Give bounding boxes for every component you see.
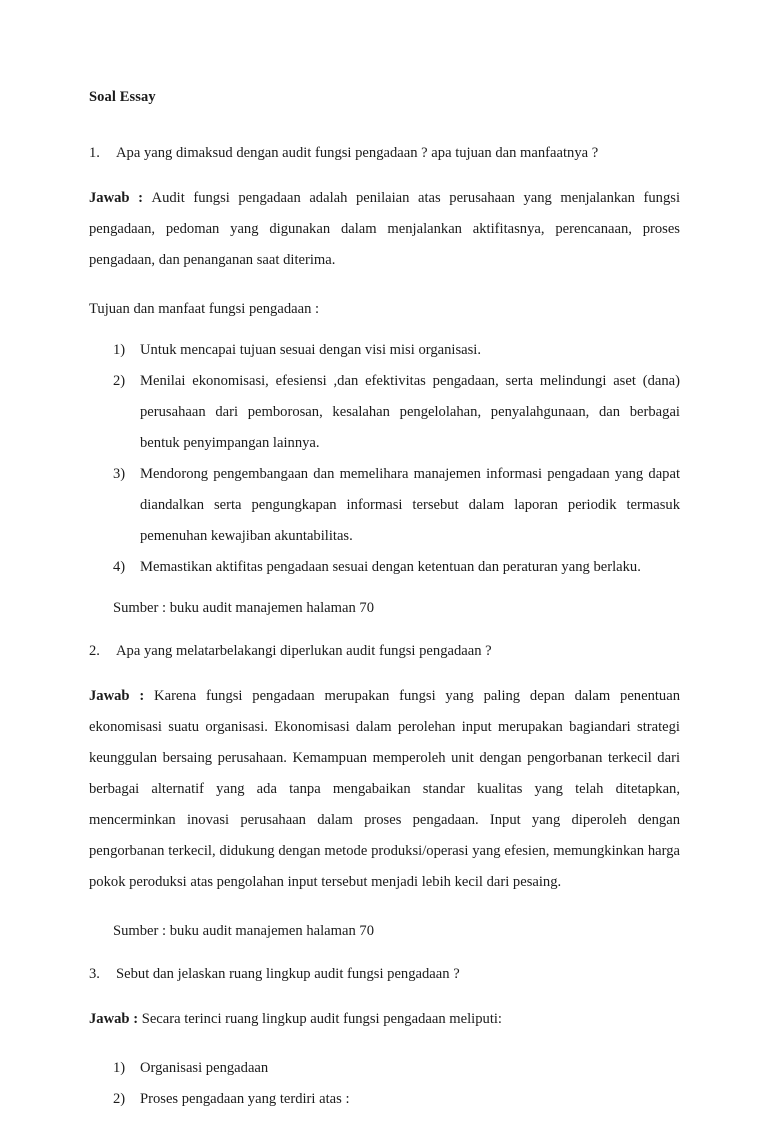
answer-2-label: Jawab : <box>89 687 155 704</box>
answer-3 <box>89 1004 680 1035</box>
list-item-text: Organisasi pengadaan <box>140 1059 269 1076</box>
question-1-text: Apa yang dimaksud dengan audit fungsi pengadaan ? apa tujuan dan manfaatnya ? <box>116 144 599 161</box>
page-title: Soal Essay <box>89 89 156 105</box>
list-item-text: Menilai ekonomisasi, efesiensi ,dan efektivitas pengadaan, serta melindungi aset (dana) perusahaan dari pemborosan, kesalahan pengelolahan, penyalahgunaan, dan berbagai bentuk penyimpangan lainnya. <box>140 372 680 451</box>
list-marker: 3) <box>113 465 126 482</box>
answer-1 <box>89 183 680 276</box>
list-item-text: Untuk mencapai tujuan sesuai dengan visi misi organisasi. <box>140 341 482 358</box>
question-2-number: 2. <box>89 642 100 659</box>
question-1 <box>89 138 680 169</box>
answer-1-list <box>89 335 680 583</box>
question-2-text: Apa yang melatarbelakangi diperlukan audit fungsi pengadaan ? <box>116 642 492 659</box>
list-item <box>89 1053 680 1084</box>
answer-1-text: Audit fungsi pengadaan adalah penilaian atas perusahaan yang menjalankan fungsi pengadaan, pedoman yang digunakan dalam menjalankan aktifitasnya, perencanaan, proses pengadaan, dan penanganan saat diterima. <box>89 189 680 268</box>
list-marker: 1) <box>113 1059 126 1076</box>
question-3-text: Sebut dan jelaskan ruang lingkup audit fungsi pengadaan ? <box>116 965 460 982</box>
answer-3-text: Secara terinci ruang lingkup audit fungsi pengadaan meliputi: <box>141 1010 502 1027</box>
source-note-1: Sumber : buku audit manajemen halaman 70 <box>113 599 374 616</box>
list-item-text: Mendorong pengembangaan dan memelihara manajemen informasi pengadaan yang dapat diandalkan serta pengungkapan informasi tersebut dalam laporan periodik termasuk pemenuhan kewajiban akuntabilitas. <box>140 465 680 544</box>
question-3-number: 3. <box>89 965 100 982</box>
list-marker: 2) <box>113 372 126 389</box>
list-item <box>89 335 680 366</box>
list-item-text: Proses pengadaan yang terdiri atas : <box>140 1090 350 1107</box>
list-marker: 4) <box>113 558 126 575</box>
list-item <box>89 1084 680 1115</box>
list-marker: 2) <box>113 1090 126 1107</box>
list-item <box>89 459 680 552</box>
answer-1-lead-in: Tujuan dan manfaat fungsi pengadaan : <box>89 300 320 317</box>
question-2 <box>89 636 680 667</box>
question-section-3 <box>89 959 680 1115</box>
answer-3-list <box>89 1053 680 1115</box>
document-body <box>89 88 680 1125</box>
question-1-number: 1. <box>89 144 100 161</box>
question-section-1 <box>89 138 680 624</box>
answer-3-label: Jawab : <box>89 1010 142 1027</box>
source-note-2: Sumber : buku audit manajemen halaman 70 <box>113 922 374 939</box>
question-3 <box>89 959 680 990</box>
answer-2-text: Karena fungsi pengadaan merupakan fungsi yang paling depan dalam penentuan ekonomisasi suatu organisasi. Ekonomisasi dalam perolehan input merupakan bagiandari strategi keunggulan bersaing perusahaan. Kemampuan memperoleh unit dengan pengorbanan terkecil dari berbagai alternatif yang ada tanpa mengabaikan standar kualitas yang telah ditetapkan, mencerminkan inovasi perusahaan dalam proses pengadaan. Input yang diperoleh dengan pengorbanan terkecil, didukung dengan metode produksi/operasi yang efesien, memungkinkan harga pokok peroduksi atas pengolahan input tersebut menjadi lebih kecil dari pesaing. <box>89 687 681 890</box>
list-marker: 1) <box>113 341 126 358</box>
list-item <box>89 366 680 459</box>
answer-1-label: Jawab : <box>89 189 152 206</box>
question-section-2 <box>89 636 680 947</box>
list-item-text: Memastikan aktifitas pengadaan sesuai dengan ketentuan dan peraturan yang berlaku. <box>140 558 641 575</box>
list-item <box>89 552 680 583</box>
answer-2 <box>89 681 680 898</box>
